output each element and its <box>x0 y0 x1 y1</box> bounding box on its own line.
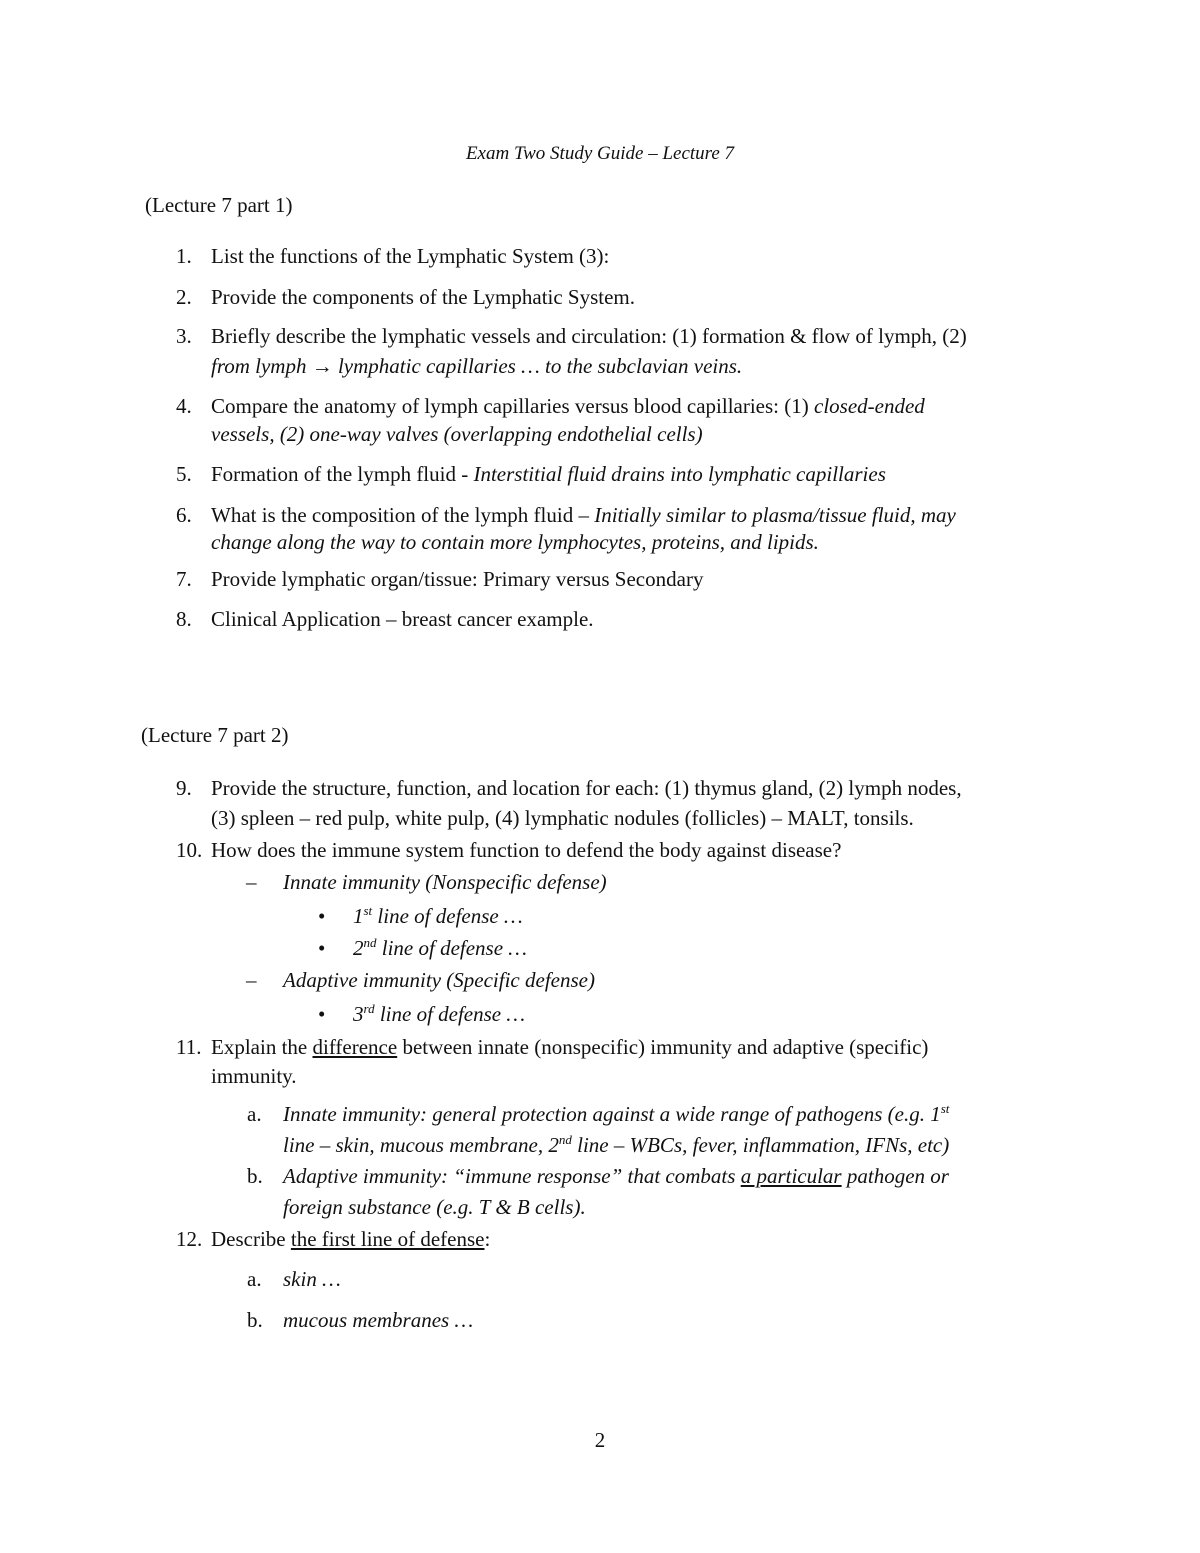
item-number: 7. <box>176 567 192 591</box>
sub-item-text: Innate immunity: general protection against a wide range of pathogens (e.g. 1st <box>283 1101 950 1126</box>
page-title: Exam Two Study Guide – Lecture 7 <box>465 143 735 164</box>
bullet-marker: • <box>318 1002 326 1026</box>
section-heading-part2: (Lecture 7 part 2) <box>141 723 289 747</box>
sub-item-innate: Innate immunity (Nonspecific defense) <box>283 870 607 894</box>
item-text: Provide lymphatic organ/tissue: Primary versus Secondary <box>211 567 704 591</box>
sub-item-adaptive: Adaptive immunity (Specific defense) <box>283 968 595 992</box>
item-number: 1. <box>176 244 192 268</box>
item-text: Briefly describe the lymphatic vessels and circulation: (1) formation & flow of lymph, (2) <box>211 324 967 348</box>
sub-item-text-continued: line – skin, mucous membrane, 2nd line – WBCs, fever, inflammation, IFNs, etc) <box>283 1132 950 1157</box>
item-text-continued: (3) spleen – red pulp, white pulp, (4) lymphatic nodules (follicles) – MALT, tonsils. <box>211 806 914 830</box>
sub-item-text: mucous membranes … <box>283 1308 474 1332</box>
sub-sub-item: 1st line of defense … <box>353 903 523 928</box>
sub-sub-item: 3rd line of defense … <box>353 1001 526 1026</box>
bullet-marker: • <box>318 936 326 960</box>
item-text: Formation of the lymph fluid - Interstitial fluid drains into lymphatic capillaries <box>211 462 886 486</box>
sub-item-label: a. <box>247 1267 262 1291</box>
item-number: 4. <box>176 394 192 418</box>
dash-marker: – <box>246 968 257 992</box>
page-number: 2 <box>594 1428 606 1452</box>
sub-item-text: Adaptive immunity: “immune response” that combats a particular pathogen or <box>283 1164 949 1188</box>
sub-item-text-continued: foreign substance (e.g. T & B cells). <box>283 1195 586 1219</box>
item-number: 12. <box>176 1227 203 1251</box>
item-number: 6. <box>176 503 192 527</box>
item-number: 5. <box>176 462 192 486</box>
item-text: List the functions of the Lymphatic System (3): <box>211 244 610 268</box>
sub-item-label: b. <box>247 1308 263 1332</box>
sub-sub-item: 2nd line of defense … <box>353 935 527 960</box>
sub-item-label: a. <box>247 1102 262 1126</box>
sub-item-text: skin … <box>283 1267 341 1291</box>
item-text-continued: vessels, (2) one-way valves (overlapping endothelial cells) <box>211 422 703 446</box>
item-text: Explain the difference between innate (nonspecific) immunity and adaptive (specific) <box>211 1035 929 1059</box>
item-number: 11. <box>176 1035 202 1059</box>
item-number: 10. <box>176 838 203 862</box>
section-heading-part1: (Lecture 7 part 1) <box>145 193 293 217</box>
dash-marker: – <box>246 870 257 894</box>
bullet-marker: • <box>318 904 326 928</box>
item-text: Provide the components of the Lymphatic System. <box>211 285 636 309</box>
item-text-continued: immunity. <box>211 1064 297 1088</box>
item-text-continued: from lymph → lymphatic capillaries … to the subclavian veins. <box>211 354 743 378</box>
item-number: 9. <box>176 776 192 800</box>
item-text-continued: change along the way to contain more lymphocytes, proteins, and lipids. <box>211 530 819 554</box>
item-text: What is the composition of the lymph fluid – Initially similar to plasma/tissue fluid, may <box>211 503 956 527</box>
item-text: How does the immune system function to defend the body against disease? <box>211 838 842 862</box>
item-number: 3. <box>176 324 192 348</box>
item-text: Describe the first line of defense: <box>211 1227 491 1251</box>
sub-item-label: b. <box>247 1164 263 1188</box>
item-text: Provide the structure, function, and location for each: (1) thymus gland, (2) lymph nodes, <box>211 776 962 800</box>
item-text: Clinical Application – breast cancer example. <box>211 607 594 631</box>
item-number: 2. <box>176 285 192 309</box>
item-number: 8. <box>176 607 192 631</box>
item-text: Compare the anatomy of lymph capillaries versus blood capillaries: (1) closed-ended <box>211 394 925 418</box>
